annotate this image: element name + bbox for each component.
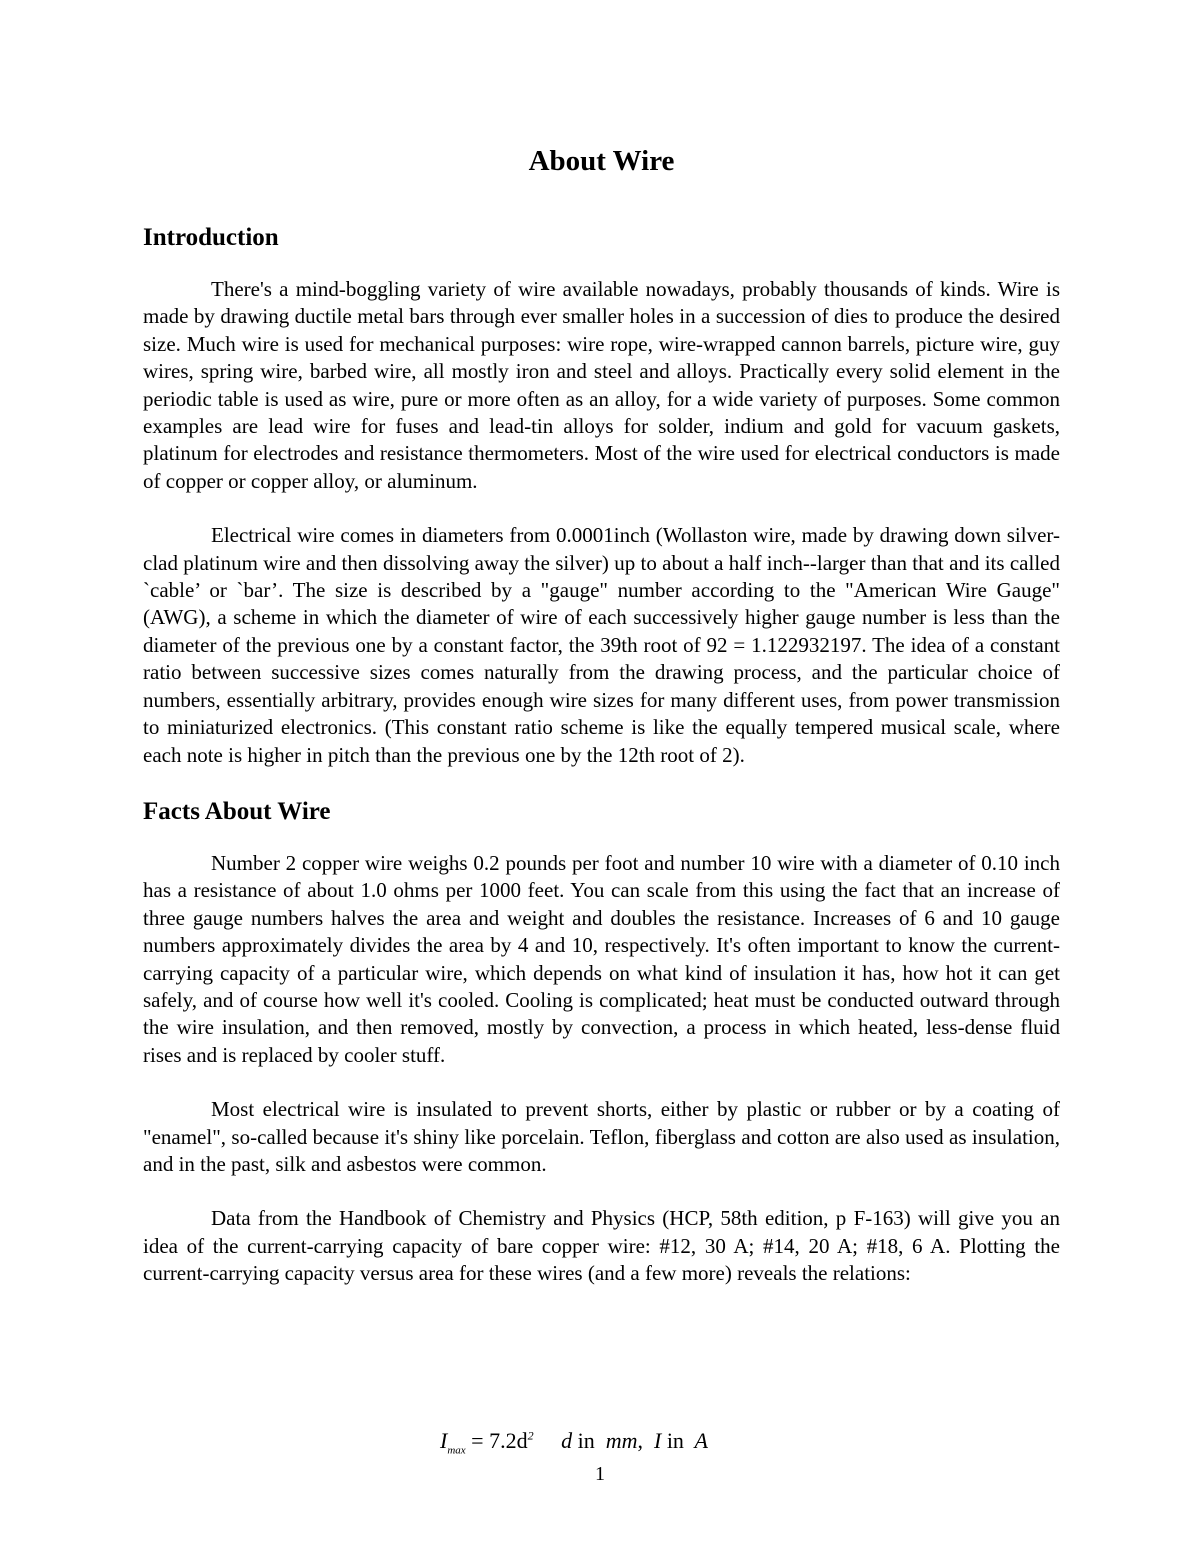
formula-exponent: 2 [527, 1428, 534, 1443]
paragraph: Data from the Handbook of Chemistry and Physics (HCP, 58th edition, p F-163) will give you an idea of the current-carrying capacity of bare copper wire: #12, 30 A; #14, 20 A; #18, 6 A. Plotting the current-carrying capacity versus area for these wires (and a few more) reveals the relations: [143, 1206, 1060, 1286]
formula-unit-mm: mm [605, 1428, 638, 1453]
paragraph: There's a mind-boggling variety of wire available nowadays, probably thousands of kinds. Wire is made by drawing ductile metal bars through ever smaller holes in a succession of dies to produce the desired size. Much wire is used for mechanical purposes: wire rope, wire-wrapped cannon barrels, picture wire, guy wires, spring wire, barbed wire, all mostly iron and steel and alloys. Practically every solid element in the periodic table is used as wire, pure or more often as an alloy, for a wide variety of purposes. Some common examples are lead wire for fuses and lead-tin alloys for solder, indium and gold for vacuum gaskets, platinum for electrodes and resistance thermometers. Most of the wire used for electrical conductors is made of copper or copper alloy, or aluminum. [143, 277, 1060, 493]
paragraph: Number 2 copper wire weighs 0.2 pounds per foot and number 10 wire with a diameter of 0.10 inch has a resistance of about 1.0 ohms per 1000 feet. You can scale from this using the fact that an increase of three gauge numbers halves the area and weight and doubles the resistance. Increases of 6 and 10 gauge numbers approximately divides the area by 4 and 10, respectively. It's often important to know the current-carrying capacity of a particular wire, which depends on what kind of insulation it has, how hot it can get safely, and of course how well it's cooled. Cooling is complicated; heat must be conducted outward through the wire insulation, and then removed, mostly by convection, a process in which heated, less-dense fluid rises and is replaced by cooler stuff. [143, 850, 1060, 1067]
formula-lhs: I [440, 1428, 448, 1453]
formula-var-d: d [561, 1428, 573, 1453]
document-page [143, 140, 1060, 1315]
current-capacity-formula [440, 1428, 708, 1456]
formula-in: in [577, 1428, 595, 1453]
paragraph: Electrical wire comes in diameters from 0.0001inch (Wollaston wire, made by drawing down silver-clad platinum wire and then dissolving away the silver) up to about a half inch--larger than that and its called `cable’ or `bar’. The size is described by a "gauge" number according to the "American Wire Gauge" (AWG), a scheme in which the diameter of wire of each successively higher gauge number is less than the diameter of the previous one by a constant factor, the 39th root of 92 = 1.122932197. The idea of a constant ratio between successive sizes comes naturally from the drawing process, and the particular choice of numbers, essentially arbitrary, provides enough wire sizes for many different uses, from power transmission to miniaturized electronics. (This constant ratio scheme is like the equally tempered musical scale, where each note is higher in pitch than the previous one by the 12th root of 2). [143, 523, 1060, 767]
paragraph: Most electrical wire is insulated to prevent shorts, either by plastic or rubber or by a coating of "enamel", so-called because it's shiny like porcelain. Teflon, fiberglass and cotton are also used as insulation, and in the past, silk and asbestos were common. [143, 1097, 1060, 1176]
formula-lhs-subscript: max [447, 1444, 466, 1457]
formula-separator: , [637, 1428, 643, 1453]
formula-equals: = 7.2d [471, 1428, 528, 1453]
section-heading-introduction: Introduction [143, 224, 279, 251]
formula-unit-a: A [694, 1428, 708, 1453]
formula-in: in [666, 1428, 684, 1453]
page-number: 1 [595, 1463, 605, 1485]
document-title: About Wire [528, 145, 675, 177]
formula-var-i: I [653, 1428, 662, 1453]
section-heading-facts-about-wire: Facts About Wire [143, 797, 331, 825]
